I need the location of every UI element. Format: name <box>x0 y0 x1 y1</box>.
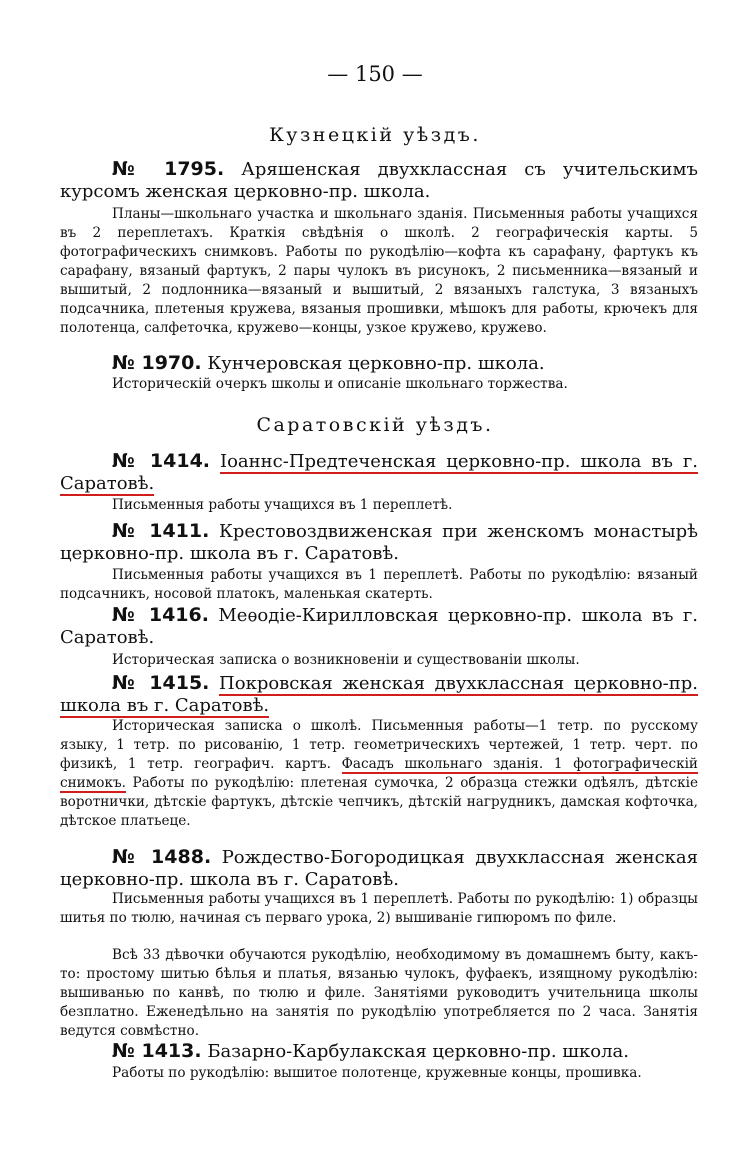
entry-1416 <box>60 604 698 649</box>
entry-description: Историческая записка о возникновеніи и существованіи школы. <box>112 652 580 668</box>
district-heading-saratov: Саратовскій уѣздъ. <box>256 414 494 436</box>
entry-description: Работы по рукодѣлію: вышитое полотенце, кружевные концы, прошивка. <box>112 1065 642 1081</box>
entry-1795 <box>60 158 698 203</box>
entry-title: Крестовоздвиженская при женскомъ монастырѣ церковно-пр. школа въ г. Саратовѣ. <box>60 521 698 564</box>
entry-description-text: Работы по рукодѣлію: плетеная сумочка, 2 образца стежки одѣялъ, дѣтскіе воротнички, дѣтскіе фартукъ, дѣтскіе чепчикъ, дѣтскій нагрудникъ, дамская кофточка, дѣтское платьеце. <box>60 775 698 829</box>
entry-number: № 1415. <box>112 672 210 694</box>
entry-title-underlined: школа въ г. Саратовѣ. <box>60 695 270 716</box>
entry-number: № 1416. <box>112 604 209 626</box>
entry-title: Рождество-Богородицкая двухклассная женская церковно-пр. школа въ г. Саратовѣ. <box>60 847 698 890</box>
entry-description: Письменныя работы учащихся въ 1 переплетѣ. Работы по рукодѣлію: вязаный подсачникъ, носовой платокъ, маленькая скатерть. <box>60 567 698 602</box>
entry-number: № 1411. <box>112 520 210 542</box>
entry-number: № 1970. <box>112 352 202 374</box>
entry-number: № 1488. <box>112 846 212 868</box>
entry-number: № 1795. <box>112 158 225 180</box>
entry-description: Письменныя работы учащихся въ 1 переплетѣ. Работы по рукодѣлію: 1) образцы шитья по тюлю, начиная съ перваго урока, 2) вышиваніе гипюромъ по филе. <box>60 891 698 926</box>
entry-title: Аряшенская двухклассная съ учительскимъ курсомъ женская церковно-пр. школа. <box>60 159 698 202</box>
entry-description-note: Всѣ 33 дѣвочки обучаются рукодѣлію, необходимому въ домашнемъ быту, какъ-то: простому шитью бѣлья и платья, вязанью чулокъ, фуфаекъ, изящному рукодѣлію: вышиванью по канвѣ, по тюлю и филе. Занятіями руководитъ учительница школы безплатно. Еженедѣльно на занятія по рукодѣлію употребляется по 2 часа. Занятія ведутся совмѣстно. <box>60 947 698 1039</box>
entry-title-underlined: Іоаннс-Предтеченская церковно-пр. школа въ г. <box>219 451 698 472</box>
entry-number: № 1413. <box>112 1040 202 1062</box>
entry-1411 <box>60 520 698 565</box>
entry-1413 <box>60 1040 629 1063</box>
entry-title: Кунчеровская церковно-пр. школа. <box>207 353 545 374</box>
entry-1415 <box>60 672 698 717</box>
entry-title-underlined: Покровская женская двухклассная церковно-пр. <box>219 673 698 694</box>
page-number: — 150 — <box>327 62 423 86</box>
entry-description: Планы—школьнаго участка и школьнаго зданія. Письменныя работы учащихся въ 2 переплетахъ. Краткія свѣдѣнія о школѣ. 2 географическія карты. 5 фотографическихъ снимковъ. Работы по рукодѣлію—кофта къ сарафану, фартукъ къ сарафану, вязаный фартукъ, 2 пары чулокъ въ рисунокъ, 2 письменника—вязаный и вышитый, 2 подлонника—вязаный и вышитый, 2 вязаныхъ галстука, 3 вязаныхъ подсачника, плетеныя кружева, вязаныя прошивки, мѣшокъ для работы, крючекъ для полотенца, салфеточка, кружево—концы, узкое кружево, кружево. <box>60 206 698 336</box>
entry-1414 <box>60 450 698 495</box>
entry-title-underlined: Саратовѣ. <box>60 473 155 494</box>
entry-1970 <box>60 352 545 375</box>
entry-description <box>60 717 698 831</box>
entry-title: Базарно-Карбулакская церковно-пр. школа. <box>207 1041 629 1062</box>
district-heading-kuznetsk: Кузнецкій уѣздъ. <box>269 124 481 146</box>
entry-description: Письменныя работы учащихся въ 1 переплетѣ. <box>112 497 453 513</box>
entry-title: Меѳодіе-Кирилловская церковно-пр. школа въ г. Саратовѣ. <box>60 605 698 648</box>
entry-description-underlined: Фасадъ школьнаго зданія. 1 фотографическій снимокъ. <box>60 756 698 791</box>
entry-description-text: Историческая записка о школѣ. Письменныя работы—1 тетр. по русскому языку, 1 тетр. по рисованію, 1 тетр. геометрическихъ чертежей, 1 тетр. черт. по физикѣ, 1 тетр. географич. картъ. <box>60 718 698 772</box>
entry-number: № 1414. <box>112 450 211 472</box>
entry-description: Историческій очеркъ школы и описаніе школьнаго торжества. <box>112 376 568 392</box>
entry-1488 <box>60 846 698 891</box>
